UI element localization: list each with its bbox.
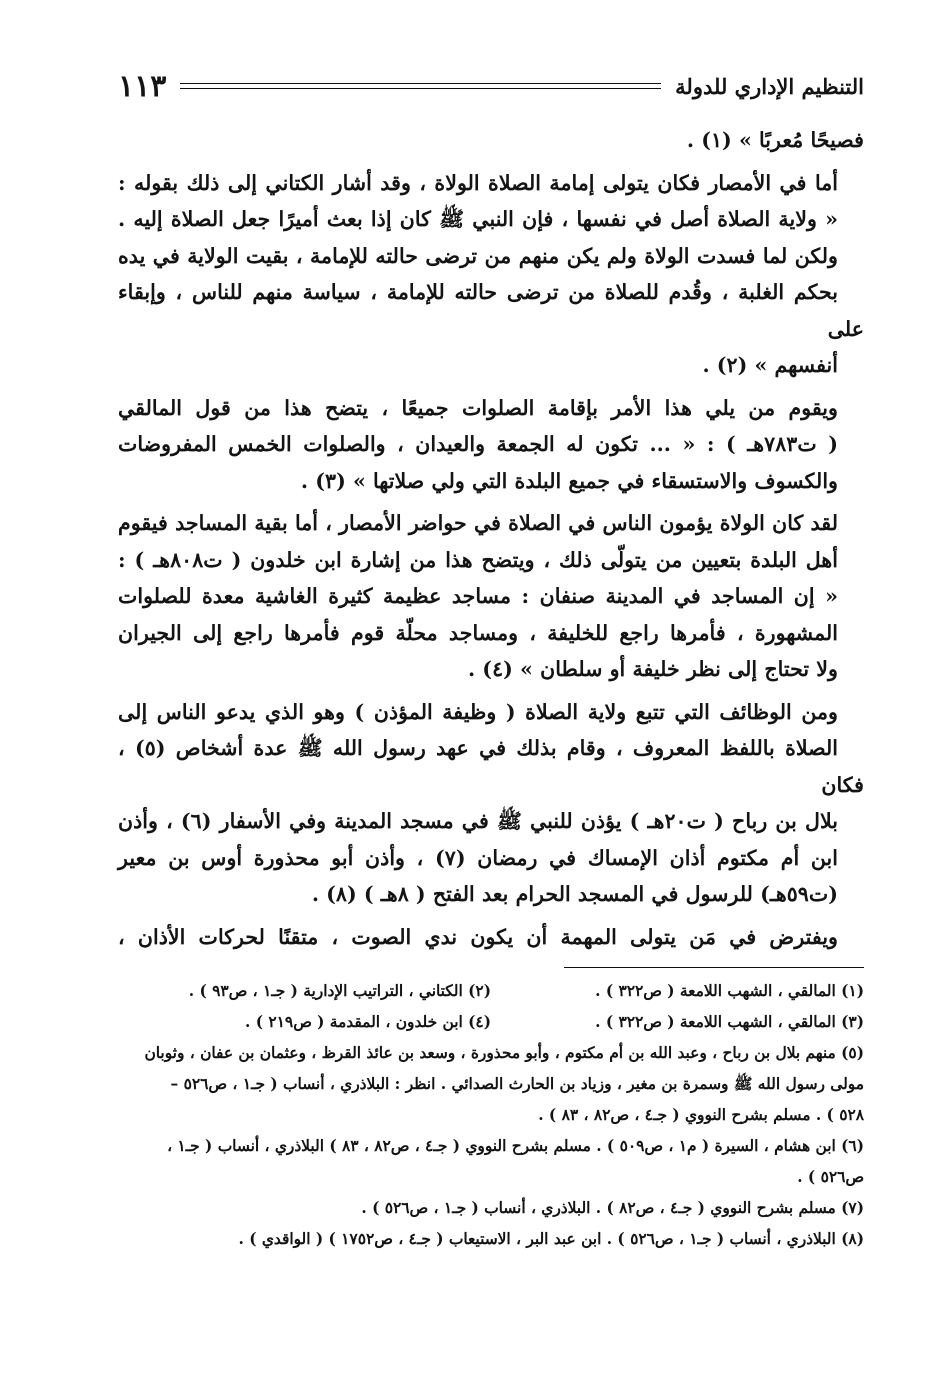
- footnote-7: (٧) مسلم بشرح النووي ( جـ٤ ، ص٨٢ ) . البلاذري ، أنساب ( جـ١ ، ص٥٢٦ ) .: [361, 1199, 864, 1217]
- footnote-line: مولى رسول الله ﷺ وسمرة بن مغير ، وزياد بن الحارث الصدائي . انظر : البلاذري ، أنساب ( جـ١ ، ص٥٢٦ –: [170, 1075, 864, 1093]
- footnote-8: (٨) البلاذري ، أنساب ( جـ١ ، ص٥٢٦ ) . ابن عبد البر ، الاستيعاب ( جـ٤ ، ص١٧٥٢ ) ( الواقدي ) .: [238, 1230, 864, 1248]
- paragraph: [118, 122, 864, 159]
- footnote-row: [118, 1007, 864, 1038]
- text-line: أهل البلدة بتعيين من يتولّى ذلك ، ويتضح هذا من إشارة ابن خلدون ( ت٨٠٨هـ ) :: [118, 547, 838, 572]
- text-line: بحكم الغلبة ، وقُدم للصلاة من ترضى حالته للإمامة ، سياسة منهم للناس ، وإبقاء على: [118, 280, 864, 341]
- text-line: ابن أم مكتوم أذان الإمساك في رمضان (٧) ، وأذن أبو محذورة أوس بن معير: [118, 845, 838, 870]
- paragraph: [118, 390, 864, 500]
- paragraph: [118, 505, 864, 688]
- footnote-2: (٢) الكتاني ، التراتيب الإدارية ( جـ١ ، ص٩٣ ) .: [188, 982, 491, 1000]
- page-header: [118, 58, 864, 114]
- footnote-5: [118, 1038, 864, 1131]
- paragraph: [118, 165, 864, 384]
- text-line: فصيحًا مُعربًا » (١) .: [686, 128, 864, 152]
- footnote-separator: [564, 967, 864, 968]
- footnote-6: [118, 1131, 864, 1193]
- text-line: ولكن لما فسدت الولاة ولم يكن منهم من ترضى حالته للإمامة ، بقيت الولاية في يده: [118, 243, 838, 268]
- running-title: التنظيم الإداري للدولة: [675, 73, 864, 99]
- body-text: [118, 122, 864, 955]
- book-page: [118, 58, 864, 1255]
- text-line: ويفترض في مَن يتولى المهمة أن يكون ندي الصوت ، متقنًا لحركات الأذان ،: [118, 924, 838, 949]
- text-line: لقد كان الولاة يؤمون الناس في الصلاة في حواضر الأمصار ، أما بقية المساجد فيقوم: [118, 511, 838, 535]
- paragraph: [118, 919, 864, 956]
- footnote-line: ص٥٢٦ ) .: [797, 1168, 864, 1186]
- text-line: والكسوف والاستسقاء في جميع البلدة التي ولي صلاتها » (٣) .: [300, 468, 838, 493]
- footnote-1: (١) المالقي ، الشهب اللامعة ( ص٣٢٢ ) .: [595, 982, 864, 1000]
- text-line: (ت٥٩هـ) للرسول في المسجد الحرام بعد الفتح ( ٨هـ ) (٨) .: [311, 882, 838, 906]
- text-line: ومن الوظائف التي تتبع ولاية الصلاة ( وظيفة المؤذن ) وهو الذي يدعو الناس إلى: [118, 699, 838, 724]
- text-line: « إن المساجد في المدينة صنفان : مساجد عظيمة كثيرة الغاشية معدة للصلوات: [118, 584, 838, 608]
- text-line: ولا تحتاج إلى نظر خليفة أو سلطان » (٤) .: [467, 657, 838, 681]
- text-line: الصلاة باللفظ المعروف ، وقام بذلك في عهد رسول الله ﷺ عدة أشخاص (٥) ، فكان: [118, 736, 864, 797]
- page-number: ١١٣: [118, 68, 167, 104]
- text-line: أنفسهم » (٢) .: [702, 353, 838, 377]
- footnote-line: (٦) ابن هشام ، السيرة ( م١ ، ص٥٠٩ ) . مسلم بشرح النووي ( جـ٤ ، ص٨٢ ، ٨٣ ) البلاذري ، أنساب ( جـ١ ،: [167, 1137, 864, 1155]
- text-line: ويقوم من يلي هذا الأمر بإقامة الصلوات جميعًا ، يتضح هذا من قول المالقي: [118, 395, 838, 420]
- text-line: بلال بن رباح ( ت٢٠هـ ) يؤذن للنبي ﷺ في مسجد المدينة وفي الأسفار (٦) ، وأذن: [118, 809, 838, 833]
- text-line: المشهورة ، فأمرها راجع للخليفة ، ومساجد محلّة قوم فأمرها راجع إلى الجيران: [118, 620, 838, 645]
- footnote-line: ٥٢٨ ) . مسلم بشرح النووي ( جـ٤ ، ص٨٢ ، ٨٣ ) .: [538, 1106, 864, 1124]
- footnote-4: (٤) ابن خلدون ، المقدمة ( ص٢١٩ ) .: [245, 1013, 491, 1031]
- footnote-line: (٥) منهم بلال بن رباح ، وعبد الله بن أم مكتوم ، وأبو محذورة ، وسعد بن عائذ القرظ ، وعثمان بن عفان ، وثوبان: [144, 1044, 864, 1062]
- text-line: « ولاية الصلاة أصل في نفسها ، فإن النبي ﷺ كان إذا بعث أميرًا جعل الصلاة إليه .: [118, 207, 838, 231]
- header-rule: [180, 83, 661, 89]
- paragraph: [118, 694, 864, 913]
- text-line: أما في الأمصار فكان يتولى إمامة الصلاة الولاة ، وقد أشار الكتاني إلى ذلك بقوله :: [118, 170, 838, 195]
- footnote-3: (٣) المالقي ، الشهب اللامعة ( ص٣٢٢ ) .: [595, 1013, 864, 1031]
- footnotes: [118, 976, 864, 1255]
- text-line: ( ت٧٨٣هـ ) : « ... تكون له الجمعة والعيدان ، والصلوات الخمس المفروضات: [118, 432, 838, 456]
- footnote-row: [118, 976, 864, 1007]
